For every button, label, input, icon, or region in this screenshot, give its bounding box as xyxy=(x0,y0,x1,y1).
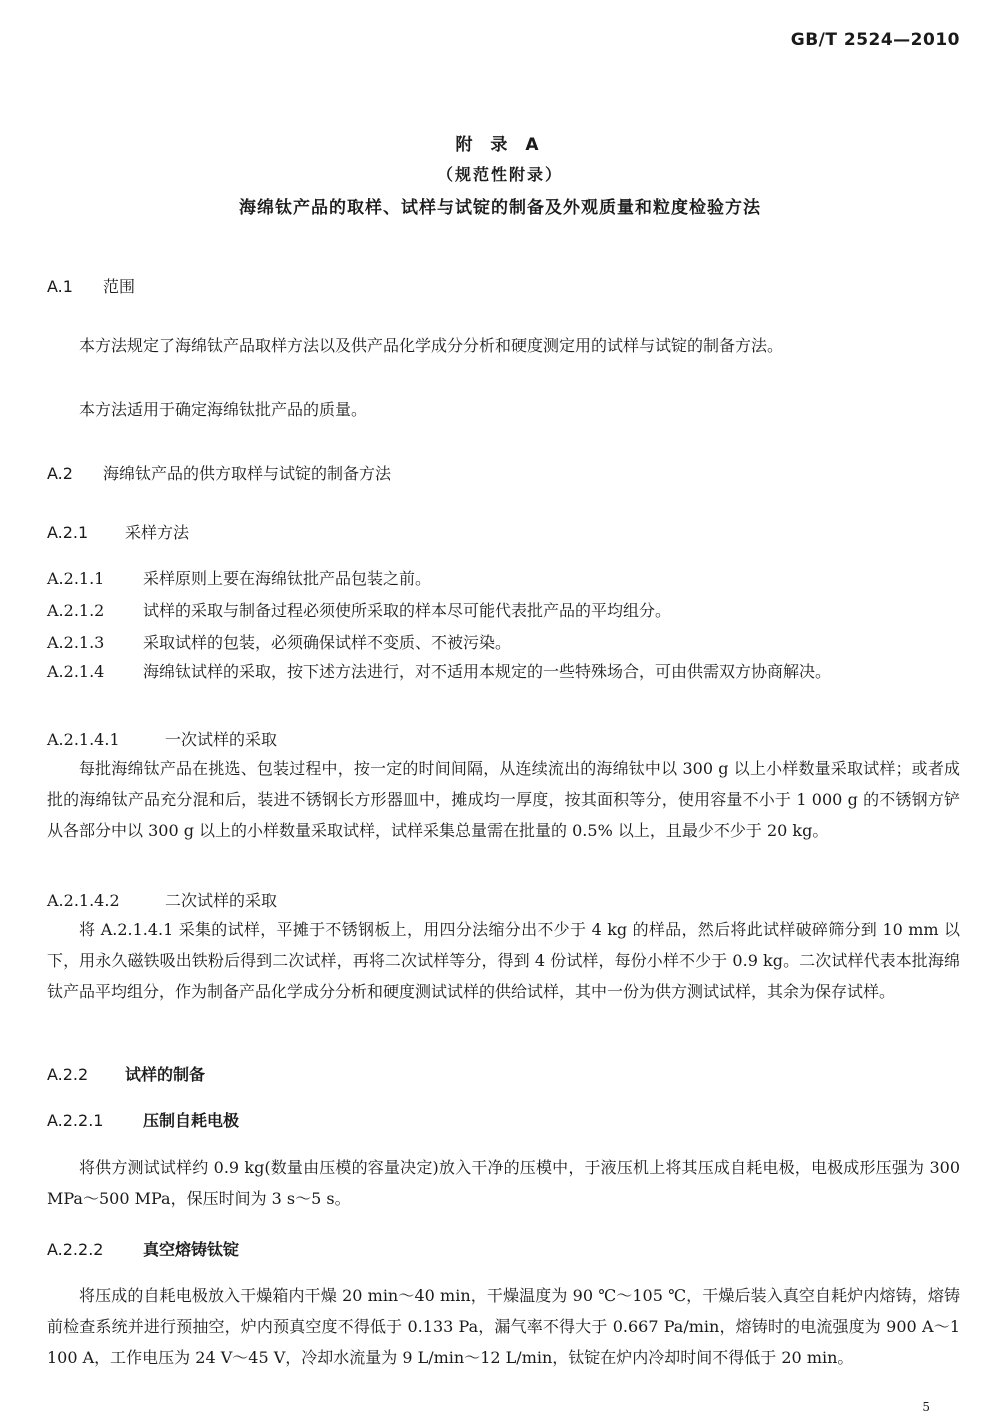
clause-title: 二次试样的采取 xyxy=(165,891,278,910)
section-a22-heading xyxy=(47,1062,205,1085)
standard-code: GB/T 2524—2010 xyxy=(790,30,960,50)
section-title: 压制自耗电极 xyxy=(143,1111,240,1130)
section-number: A.2 xyxy=(47,464,73,483)
paragraph: 将压成的自耗电极放入干燥箱内干燥 20 min～40 min，干燥温度为 90 ℃～105 ℃，干燥后装入真空自耗炉内熔铸，熔铸前检查系统并进行预抽空，炉内预真空度不得低于 0.133 Pa，漏气率不得大于 0.667 Pa/min，熔铸时的电流强度为 900 A～1 100 A，工作电压为 24 V～45 V，冷却水流量为 9 L/min～12 L/min，钛锭在炉内冷却时间不得低于 20 min。 xyxy=(47,1286,960,1367)
section-number: A.2.2 xyxy=(47,1065,89,1084)
paragraph: 将 A.2.1.4.1 采集的试样，平摊于不锈钢板上，用四分法缩分出不少于 4 kg 的样品，然后将此试样破碎筛分到 10 mm 以下，用永久磁铁吸出铁粉后得到二次试样，再将二次试样等分，得到 4 份试样，每份小样不少于 0.9 kg。二次试样代表本批海绵钛产品平均组分，作为制备产品化学成分分析和硬度测试试样的供给试样，其中一份为供方测试试样，其余为保存试样。 xyxy=(47,920,960,1001)
clause-text: 采取试样的包装，必须确保试样不变质、不被污染。 xyxy=(143,633,512,652)
section-title: 海绵钛产品的供方取样与试锭的制备方法 xyxy=(103,464,392,483)
paragraph: 本方法适用于确定海绵钛批产品的质量。 xyxy=(79,400,368,419)
clause-a2142-heading xyxy=(47,888,277,911)
clause-number: A.2.1.3 xyxy=(47,633,105,652)
section-a21-heading xyxy=(47,520,189,543)
section-a222-heading xyxy=(47,1237,239,1260)
section-a2-heading xyxy=(47,461,391,484)
annex-heading: 海绵钛产品的取样、试样与试锭的制备及外观质量和粒度检验方法 xyxy=(239,198,761,218)
clause-title: 一次试样的采取 xyxy=(165,730,278,749)
section-title: 范围 xyxy=(103,277,136,296)
section-title: 真空熔铸钛锭 xyxy=(143,1240,240,1259)
clause-a211 xyxy=(47,566,431,589)
clause-number: A.2.1.1 xyxy=(47,569,105,588)
clause-text: 海绵钛试样的采取，按下述方法进行，对不适用本规定的一些特殊场合，可由供需双方协商解决。 xyxy=(143,662,832,681)
clause-text: 采样原则上要在海绵钛批产品包装之前。 xyxy=(143,569,432,588)
clause-number: A.2.1.2 xyxy=(47,601,105,620)
section-number: A.1 xyxy=(47,277,73,296)
paragraph: 将供方测试试样约 0.9 kg(数量由压模的容量决定)放入干净的压模中，于液压机上将其压成自耗电极，电极成形压强为 300 MPa～500 MPa，保压时间为 3 s～5 s。 xyxy=(47,1158,960,1208)
clause-number: A.2.1.4.1 xyxy=(47,730,120,749)
section-title: 采样方法 xyxy=(125,523,190,542)
section-title: 试样的制备 xyxy=(125,1065,206,1084)
clause-a214 xyxy=(47,656,960,687)
clause-text: 试样的采取与制备过程必须使所采取的样本尽可能代表批产品的平均组分。 xyxy=(143,601,672,620)
section-number: A.2.2.1 xyxy=(47,1111,104,1130)
section-a1-heading xyxy=(47,274,135,297)
annex-type: （规范性附录） xyxy=(436,165,563,184)
clause-number: A.2.1.4.2 xyxy=(47,891,120,910)
clause-a213 xyxy=(47,630,511,653)
annex-title: 附 录 A xyxy=(455,135,545,155)
paragraph: 每批海绵钛产品在挑选、包装过程中，按一定的时间间隔，从连续流出的海绵钛中以 300 g 以上小样数量采取试样；或者成批的海绵钛产品充分混和后，装进不锈钢长方形器皿中，摊成均一厚度，按其面积等分，使用容量不小于 1 000 g 的不锈钢方铲从各部分中以 300 g 以上的小样数量采取试样，试样采集总量需在批量的 0.5% 以上，且最少不少于 20 kg。 xyxy=(47,759,960,840)
clause-number: A.2.1.4 xyxy=(47,662,105,681)
page-number: 5 xyxy=(922,1400,930,1414)
paragraph: 本方法规定了海绵钛产品取样方法以及供产品化学成分分析和硬度测定用的试样与试锭的制备方法。 xyxy=(79,336,784,355)
section-a221-heading xyxy=(47,1108,239,1131)
clause-a2141-heading xyxy=(47,727,277,750)
section-number: A.2.2.2 xyxy=(47,1240,104,1259)
clause-a212 xyxy=(47,598,671,621)
section-number: A.2.1 xyxy=(47,523,89,542)
